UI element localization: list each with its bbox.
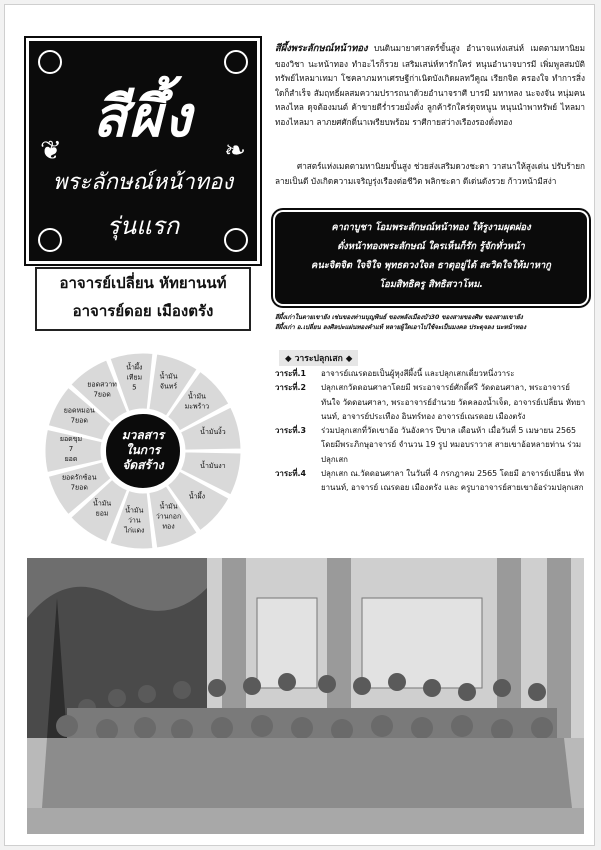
rite-item (275, 467, 587, 496)
mantra-line: ดั่งหน้าทองพระลักษณ์ ใครเห็นก็รัก รู้จักทั่วหน้า (337, 241, 525, 252)
rite-label: วาระที่.1 (275, 369, 307, 378)
mantra-banner (275, 212, 587, 304)
rites-list (275, 367, 587, 496)
rite-label: วาระที่.2 (275, 383, 307, 393)
ornament-icon (224, 50, 248, 74)
group-photo (27, 558, 584, 834)
mantra-line: คาถาบูชา โอมพระลักษณ์หน้าทอง ให้รูงามผุดผ่อง (331, 222, 531, 233)
teacher-name: อาจารย์เปลี่ยน หัทยานนท์ (59, 274, 227, 292)
rite-item (275, 367, 587, 381)
ingredients-wheel (23, 343, 263, 553)
wheel-segment-label: น้ำมันจันทร์ (159, 372, 178, 391)
teacher-name: อาจารย์ดอย เมืองตรัง (72, 302, 214, 320)
rite-item (275, 381, 587, 424)
rite-text: ปลุกเสก ณ.วัดดอนศาลา ในวันที่ 4 กรกฎาคม 2565 โดยมี อาจารย์เปลี่ยน หัทยานนท์, อาจารย์ เณรดอย เมืองตรัง และ ครูบาอาจารย์สายเขาอ้อร่วมปลุกเสก (321, 469, 584, 493)
caption-line: สีผึ้งเก่าในตายเขายัง เช่นของท่านบุญพินธ์ ของพลังเมืองบัว30 ของสายของศิษ ของสายเขายัง (275, 314, 523, 321)
intro-paragraph (275, 41, 585, 130)
leaf-ornament-icon: ❧ (224, 136, 246, 166)
teacher-names-box (35, 267, 251, 331)
wheel-segment-label: น้ำผึ้ง (188, 492, 206, 501)
rite-item (275, 424, 587, 467)
wheel-center-label: จัดสร้าง (122, 458, 164, 472)
group-photo-image (27, 558, 584, 834)
product-logo (29, 41, 257, 261)
rite-label: วาระที่.3 (275, 426, 307, 436)
magazine-page (4, 4, 595, 846)
intro-lead: สีผึ้งพระลักษณ์หน้าทอง (275, 43, 368, 54)
logo-title: สีผึ้ง (92, 84, 194, 150)
wheel-segment-label: น้ำผึ้งเทียม 5 (126, 363, 143, 392)
logo-subtitle: พระลักษณ์หน้าทอง (52, 170, 234, 195)
wheel-center-label: มวลสาร (121, 428, 165, 442)
wheel-segment-label: ยอดหมอน 7ยอด (63, 406, 95, 425)
intro-paragraph-2: ศาสตร์แห่งเมตตามหานิยมขั้นสูง ช่วยส่งเสริมดวงชะตา วาสนาให้สูงเด่น ปรับร้ายกลายเป็นดี บังเกิดความเจริญรุ่งเรืองต่อชีวิต พลิกชะตา ดีเด่นดังรวย ก้าวหน้ามีสง่า (275, 161, 585, 186)
wheel-segment-label: น้ำมันว่านไก่แดง (124, 506, 145, 535)
wheel-center-label: ในการ (125, 443, 161, 457)
ingredients-wheel-graphic (23, 343, 263, 553)
intro-body: บนดินมายาศาสตร์ขั้นสูง อำนาจแห่งเสน่ห์ เมตตามหานิยม ของวิชา นะหน้าทอง ทำอะไรก็รวย เสริมเสน่ห์หารักใคร่ หนุนอำนาจบารมี เพิ่มพูลสมบัติทรัพย์ไหลมาเทมา โชคลาภมหาเศรษฐีก่าเนิดบังเกิดผลทวีคูณ เรียกจิต ครองใจ ทำการสิ่งใดก็สำเร็จ สัมฤทธิ์ผลสมความปรารถนาด้วยอำนาจราศี บารมี มหาหลง นะจงจัน หนุ่มคนหลงไหล ดุจต้องมนต์ ค้าขายดีร่ำรวยมั่งคั่ง ลูกค้ารักใคร่ดุจหนูน หนุนนำพาทรัพย์ ไหลมา ทองไหลมา ลาภยศศักดิ์นาเพรียบพร้อม ราศีกายสว่างเรืองรองดั่งทอง (275, 43, 585, 127)
rite-text: ร่วมปลุกเสกที่วัดเขาอ้อ วันอังคาร ปีขาล เดือนห้า เมื่อวันที่ 5 เมษายน 2565 โดยมีพระภิกษุอาจารย์ จำนวน 19 รูป หมอบราวาส สายเขาอ้อหลายท่าน ร่วมปลุกเสก (321, 426, 582, 464)
wheel-segment-label: ยอดรักซ้อน 7ยอด (61, 473, 97, 492)
ornament-icon (38, 50, 62, 74)
wheel-segment-label: น้ำมันงิ้ว (200, 427, 226, 436)
logo-edition: รุ่นแรก (106, 212, 180, 240)
caption-line: สีผึ้งเก่า อ.เปลี่ยน ลงศิลปะแผ่นทองคำแท้ หลายผู้ใดเอาไปใช้จะเป็นมงคล ประดุจลง นะหน้าทอง (275, 324, 527, 331)
rite-text: ปลุกเสกวัดดอนศาลาโดยมี พระอาจารย์ศักดิ์ศรี วัดดอนศาลา, พระอาจารย์ทันใจ วัดดอนศาลา, พระอาจารย์อำนวย วัดคลองน้ำเจ็ด, อาจารย์เปลี่ยน หัทยานนท์, อาจารย์ประเทือง อินทร์ทอง อาจารย์เณรดอย เมืองตรัง (321, 383, 586, 421)
wheel-segment-label: ยอดสวาท 7ยอด (87, 380, 117, 399)
rites-heading: ◆ วาระปลุกเสก ◆ (279, 350, 358, 366)
leaf-ornament-icon: ❦ (40, 136, 62, 166)
mantra-line: โอมสิทธิครู สิทธิสวาโหม. (379, 279, 483, 290)
wheel-segment-label: น้ำมันว่านกอกทอง (155, 502, 182, 531)
wheel-segment-label: น้ำมันยอม (93, 499, 112, 518)
mantra-line: คนะจิตจิต ใจจิใจ พุทธดวงใจล ธาตุอยู่ได้ สะวิดใจให้มาหากู (311, 260, 551, 271)
caption (275, 313, 587, 333)
rite-text: อาจารย์เณรดอยเป็นผู้หุงสีผึ้งนี้ และปลุกเสกเดี่ยวหนึ่งวาระ (321, 369, 515, 378)
wheel-segment-label: น้ำมันงา (200, 462, 226, 471)
wheel-segment-label: ยอดขุม 7 ยอด (59, 435, 83, 463)
wheel-segment-label: น้ำมันมะพร้าว (184, 392, 210, 411)
rite-label: วาระที่.4 (275, 469, 307, 479)
